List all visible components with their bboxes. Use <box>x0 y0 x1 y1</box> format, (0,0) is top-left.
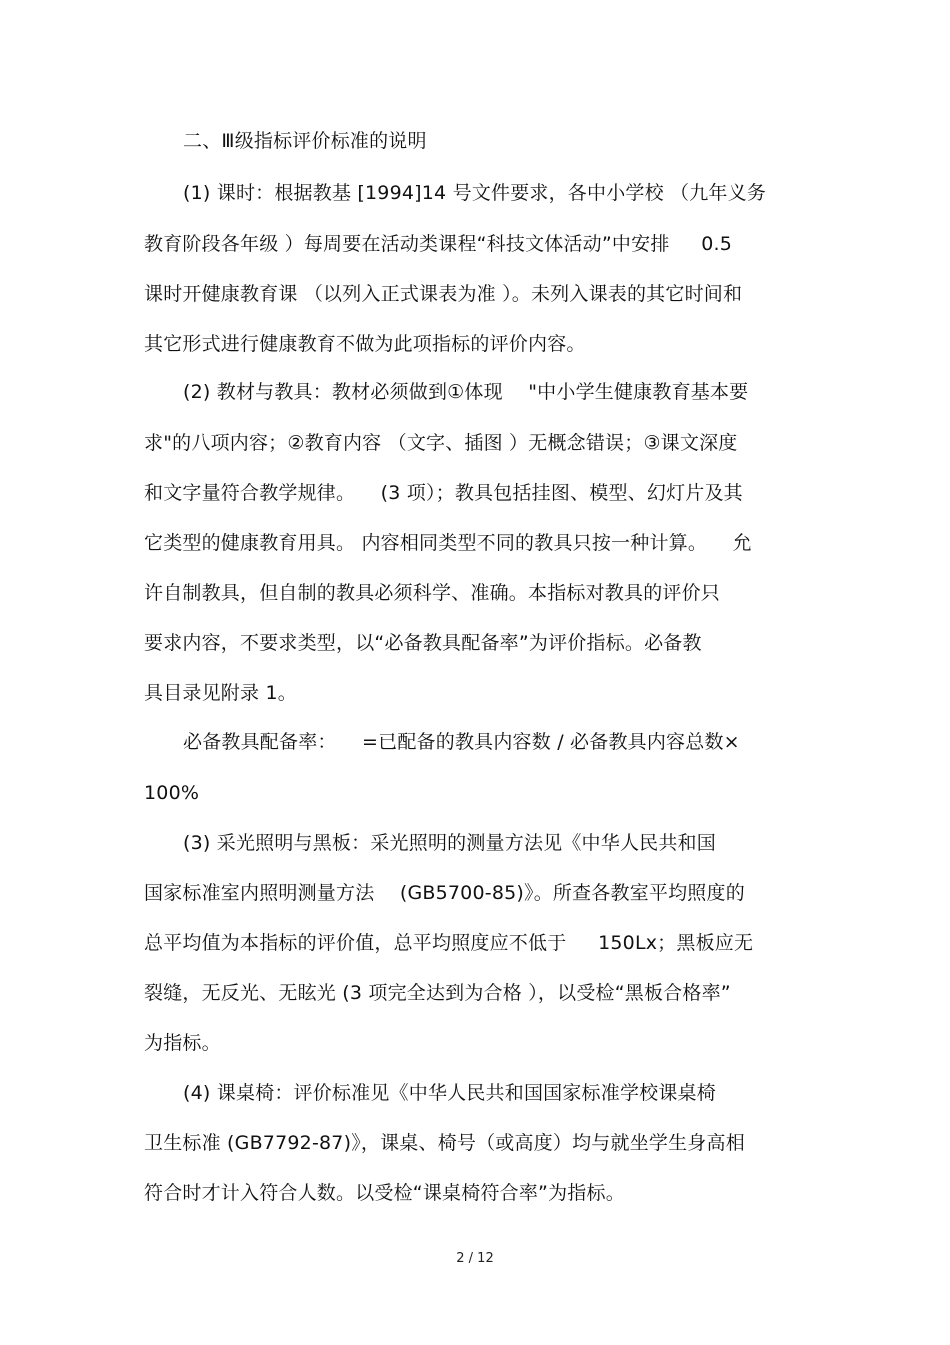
paragraph-line: 许自制教具，但自制的教具必须科学、准确。本指标对教具的评价只 <box>144 582 721 604</box>
paragraph-line: 它类型的健康教育用具。 内容相同类型不同的教具只按一种计算。 允 <box>144 532 752 554</box>
paragraph-line: 符合时才计入符合人数。以受检“课桌椅符合率”为指标。 <box>144 1182 625 1204</box>
formula-line: 必备教具配备率： =已配备的教具内容数 / 必备教具内容总数× <box>183 731 740 753</box>
paragraph-line: 和文字量符合教学规律。 (3 项）；教具包括挂图、模型、幻灯片及其 <box>144 482 743 504</box>
paragraph-line: 裂缝，无反光、无眩光 (3 项完全达到为合格 ），以受检“黑板合格率” <box>144 982 731 1004</box>
paragraph-line: 其它形式进行健康教育不做为此项指标的评价内容。 <box>144 333 586 355</box>
paragraph-line: 卫生标准 (GB7792-87)》，课桌、椅号（或高度）均与就坐学生身高相 <box>144 1132 745 1154</box>
paragraph-line: (2) 教材与教具：教材必须做到①体现 "中小学生健康教育基本要 <box>183 381 749 403</box>
paragraph-line: 要求内容，不要求类型，以“必备教具配备率”为评价指标。必备教 <box>144 632 702 654</box>
page-number: 2 / 12 <box>456 1251 494 1266</box>
paragraph-line: 为指标。 <box>144 1032 221 1054</box>
paragraph-line: 求"的八项内容；②教育内容 （文字、插图 ）无概念错误；③课文深度 <box>144 432 738 454</box>
formula-line: 100% <box>144 782 200 804</box>
paragraph-line: 具目录见附录 1。 <box>144 682 297 704</box>
paragraph-line: 教育阶段各年级 ）每周要在活动类课程“科技文体活动”中安排 0.5 <box>144 233 733 255</box>
paragraph-line: 国家标准室内照明测量方法 (GB5700-85)》。所查各教室平均照度的 <box>144 882 745 904</box>
paragraph-line: (3) 采光照明与黑板：采光照明的测量方法见《中华人民共和国 <box>183 832 716 854</box>
section-heading: 二、Ⅲ级指标评价标准的说明 <box>183 130 427 152</box>
paragraph-line: (1) 课时：根据教基 [1994]14 号文件要求，各中小学校 （九年义务 <box>183 182 767 204</box>
paragraph-line: (4) 课桌椅：评价标准见《中华人民共和国国家标准学校课桌椅 <box>183 1082 716 1104</box>
paragraph-line: 课时开健康教育课 （以列入正式课表为准 ）。未列入课表的其它时间和 <box>144 283 743 305</box>
paragraph-line: 总平均值为本指标的评价值，总平均照度应不低于 150Lx；黑板应无 <box>144 932 754 954</box>
